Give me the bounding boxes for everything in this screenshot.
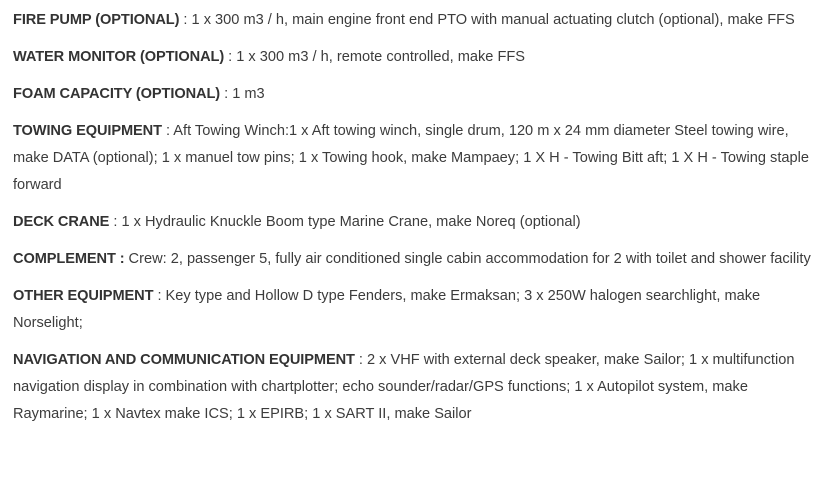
spec-paragraph-fire-pump — [13, 7, 815, 34]
spec-paragraph-water-monitor — [13, 44, 815, 71]
spec-label-complement: COMPLEMENT : — [13, 251, 125, 267]
spec-paragraph-navigation-communication — [13, 347, 815, 428]
spec-label-fire-pump: FIRE PUMP (OPTIONAL) — [13, 12, 180, 28]
spec-text-towing-equipment: : Aft Towing Winch:1 x Aft towing winch, single drum, 120 m x 24 mm diameter Steel towing wire, make DATA (optional); 1 x manuel tow pins; 1 x Towing hook, make Mampaey; 1 X H - Towing Bitt aft; 1 X H - Towing staple forward — [13, 123, 809, 193]
spec-paragraph-other-equipment — [13, 283, 815, 337]
spec-text-other-equipment: : Key type and Hollow D type Fenders, make Ermaksan; 3 x 250W halogen searchlight, make Norselight; — [13, 288, 761, 331]
spec-text-water-monitor: : 1 x 300 m3 / h, remote controlled, make FFS — [224, 49, 526, 65]
spec-paragraph-towing-equipment — [13, 118, 815, 199]
spec-text-foam-capacity: : 1 m3 — [220, 86, 265, 102]
spec-text-complement: Crew: 2, passenger 5, fully air conditioned single cabin accommodation for 2 with toilet and shower facility — [124, 251, 811, 267]
spec-label-towing-equipment: TOWING EQUIPMENT — [13, 123, 162, 139]
spec-label-other-equipment: OTHER EQUIPMENT — [13, 288, 154, 304]
spec-text-navigation-communication: : 2 x VHF with external deck speaker, make Sailor; 1 x multifunction navigation display in combination with chartplotter; echo sounder/radar/GPS functions; 1 x Autopilot system, make Raymarine; 1 x Navtex make ICS; 1 x EPIRB; 1 x SART II, make Sailor — [13, 352, 795, 422]
spec-label-navigation-communication: NAVIGATION AND COMMUNICATION EQUIPMENT — [13, 352, 355, 368]
spec-label-foam-capacity: FOAM CAPACITY (OPTIONAL) — [13, 86, 221, 102]
spec-paragraph-deck-crane — [13, 209, 815, 236]
spec-label-water-monitor: WATER MONITOR (OPTIONAL) — [13, 49, 225, 65]
spec-paragraph-foam-capacity — [13, 81, 815, 108]
spec-label-deck-crane: DECK CRANE — [13, 214, 110, 230]
spec-paragraph-complement — [13, 246, 815, 273]
spec-text-fire-pump: : 1 x 300 m3 / h, main engine front end PTO with manual actuating clutch (optional), make FFS — [179, 12, 795, 28]
spec-text-deck-crane: : 1 x Hydraulic Knuckle Boom type Marine Crane, make Noreq (optional) — [109, 214, 581, 230]
